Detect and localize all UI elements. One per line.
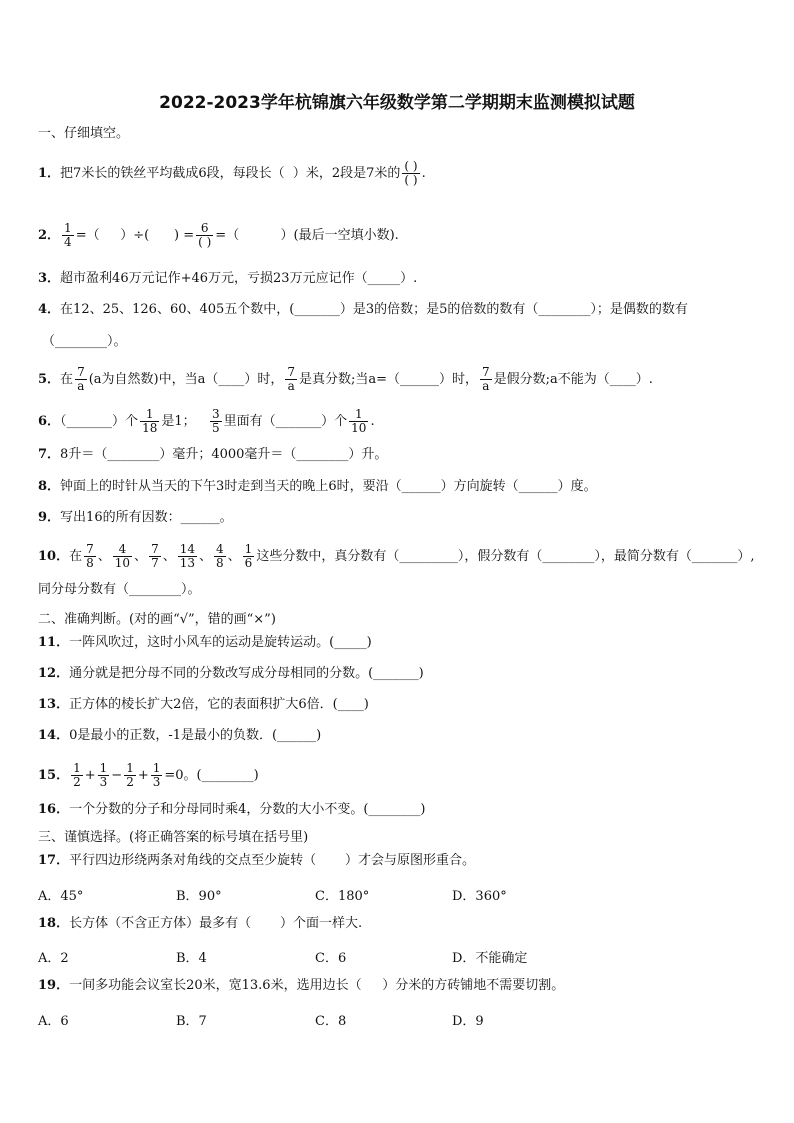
question-number: 8． — [38, 479, 61, 494]
question-7 — [38, 445, 387, 465]
fraction: $\frac{1}{6}$ — [244, 542, 253, 570]
fraction: $\frac{7}{a}$ — [77, 365, 85, 393]
question-5: 5．在 $\frac{7}{a}$ (a为自然数)中，当a（____）时， $\frac{7}{a}$ 是真分数;当a=（______）时， $\frac{7}{a}$ 是假分数;a不能为（____）. — [38, 365, 653, 393]
option-a[interactable]: A．2 — [38, 951, 69, 966]
fraction: $\frac{4}{8}$ — [216, 542, 224, 570]
question-text: 把7米长的铁丝平均截成6段，每段长（ ）米，2段是7米的 — [60, 166, 401, 181]
option-d[interactable]: D．9 — [452, 1014, 484, 1029]
question-text: 一阵风吹过，这时小风车的运动是旋转运动。(_____) — [69, 635, 372, 650]
question-number: 13． — [38, 697, 70, 712]
fraction: $\frac{1}{2}$ — [73, 761, 81, 789]
question-16 — [38, 800, 426, 820]
option-c[interactable]: C．8 — [315, 1014, 347, 1029]
fraction-list — [82, 542, 256, 570]
question-number: 17． — [38, 853, 70, 868]
question-14 — [38, 726, 321, 746]
question-number: 5． — [38, 372, 61, 387]
question-number: 4． — [38, 302, 61, 317]
question-number: 14． — [38, 728, 70, 743]
question-number: 19． — [38, 978, 70, 993]
question-4-continued: （________）。 — [42, 334, 127, 349]
question-text: 通分就是把分母不同的分数改写成分母相同的分数。(_______) — [69, 666, 424, 681]
fraction: $\frac{14}{13}$ — [179, 542, 195, 570]
question-number: 16． — [38, 802, 70, 817]
question-4 — [38, 300, 688, 320]
page-title: 2022-2023学年杭锦旗六年级数学第二学期期末监测模拟试题 — [159, 93, 635, 113]
question-text: 长方体（不含正方体）最多有（ ）个面一样大. — [69, 916, 363, 931]
fraction: $\frac{1}{2}$ — [126, 761, 134, 789]
question-number: 11． — [38, 635, 70, 650]
question-number: 18． — [38, 916, 70, 931]
question-8 — [38, 477, 597, 497]
question-text: 平行四边形绕两条对角线的交点至少旋转（ ）才会与原图形重合。 — [69, 853, 476, 868]
separator: 、 — [199, 549, 213, 564]
option-b[interactable]: B．90° — [176, 889, 222, 904]
option-a[interactable]: A．6 — [38, 1014, 69, 1029]
question-19 — [38, 976, 564, 996]
section-heading-true-false: 二、准确判断。(对的画“√”，错的画“×”) — [38, 612, 276, 627]
fraction: $\frac{7}{8}$ — [86, 542, 94, 570]
question-text: 一个分数的分子和分母同时乘4，分数的大小不变。(________) — [69, 802, 426, 817]
question-number: 3． — [38, 271, 61, 286]
fraction: $\frac{1}{18}$ — [142, 407, 158, 435]
question-text: 正方体的棱长扩大2倍，它的表面积扩大6倍．(____) — [69, 697, 369, 712]
section-heading-multiple-choice: 三、谨慎选择。(将正确答案的标号填在括号里) — [38, 830, 309, 845]
fraction: $\frac{( )}{( )}$ — [404, 159, 418, 187]
fraction: $\frac{1}{4}$ — [64, 221, 72, 249]
question-18 — [38, 914, 362, 934]
fraction: $\frac{1}{10}$ — [351, 407, 367, 435]
fraction: $\frac{3}{5}$ — [212, 407, 220, 435]
fraction: $\frac{7}{a}$ — [287, 365, 295, 393]
question-number: 7． — [38, 447, 61, 462]
separator: 、 — [162, 549, 176, 564]
fraction: $\frac{1}{3}$ — [152, 761, 161, 789]
question-11 — [38, 633, 372, 653]
fraction: $\frac{4}{10}$ — [114, 542, 131, 570]
question-1: 1．把7米长的铁丝平均截成6段，每段长（ ）米，2段是7米的 $\frac{( )}{( )}$ . — [38, 159, 426, 187]
fraction: $\frac{1}{3}$ — [99, 761, 108, 789]
option-d[interactable]: D．360° — [452, 889, 507, 904]
question-number: 12． — [38, 666, 70, 681]
question-number: 15． — [38, 768, 70, 783]
separator: 、 — [97, 549, 111, 564]
fraction: $\frac{6}{( )}$ — [198, 221, 212, 249]
question-text: 写出16的所有因数：______。 — [60, 510, 233, 525]
question-text: =（ ）÷( ) = — [75, 228, 195, 243]
question-text: 8升＝（________）毫升；4000毫升＝（________）升。 — [60, 447, 388, 462]
fraction: $\frac{7}{a}$ — [482, 365, 490, 393]
option-b[interactable]: B．4 — [176, 951, 207, 966]
fraction: $\frac{7}{7}$ — [151, 542, 159, 570]
separator: 、 — [227, 549, 241, 564]
question-10: 10．在 $\frac{7}{8}$ 、 $\frac{4}{10}$ 、 $\frac{7}{7}$ 、 $\frac{14}{13}$ 、 $\frac{4}{8}$ 、 $\frac{1}{6}$ 这些分数中，真分数有（_________），假分数有（________），最简分数有（_______）, — [38, 542, 755, 570]
question-text: 在12、25、126、60、405五个数中，(_______）是3的倍数；是5的倍数的数有（________）；是偶数的数有 — [60, 302, 688, 317]
question-text: 0是最小的正数，-1是最小的负数．(______) — [69, 728, 322, 743]
option-d[interactable]: D．不能确定 — [452, 951, 528, 966]
question-12 — [38, 664, 424, 684]
question-number: 1． — [38, 166, 61, 181]
question-text: 一间多功能会议室长20米，宽13.6米，选用边长（ ）分米的方砖铺地不需要切割。 — [69, 978, 565, 993]
question-9 — [38, 508, 233, 528]
question-number: 2． — [38, 228, 61, 243]
option-b[interactable]: B．7 — [176, 1014, 207, 1029]
question-number: 10． — [38, 549, 70, 564]
question-text: 超市盈利46万元记作+46万元，亏损23万元应记作（_____）. — [60, 271, 418, 286]
question-13 — [38, 695, 369, 715]
separator: 、 — [134, 549, 148, 564]
option-c[interactable]: C．180° — [315, 889, 370, 904]
question-text: 钟面上的时针从当天的下午3时走到当天的晚上6时，要沿（______）方向旋转（______）度。 — [60, 479, 597, 494]
option-c[interactable]: C．6 — [315, 951, 347, 966]
option-a[interactable]: A．45° — [38, 889, 84, 904]
section-heading-fill-in: 一、仔细填空。 — [38, 126, 130, 141]
question-2: 2． $\frac{1}{4}$ =（ ）÷( ) = $\frac{6}{( )}$ =（ ）(最后一空填小数). — [38, 221, 399, 249]
question-17 — [38, 851, 475, 871]
question-3 — [38, 269, 417, 289]
question-15: 15． $\frac{1}{2}$ + $\frac{1}{3}$ − $\frac{1}{2}$ + $\frac{1}{3}$ =0。(________) — [38, 761, 259, 789]
question-10-continued: 同分母分数有（________）。 — [38, 582, 201, 597]
question-6: 6．（_______）个 $\frac{1}{18}$ 是1； $\frac{3}{5}$ 里面有（_______）个 $\frac{1}{10}$ . — [38, 407, 375, 435]
question-number: 6． — [38, 414, 61, 429]
question-number: 9． — [38, 510, 61, 525]
